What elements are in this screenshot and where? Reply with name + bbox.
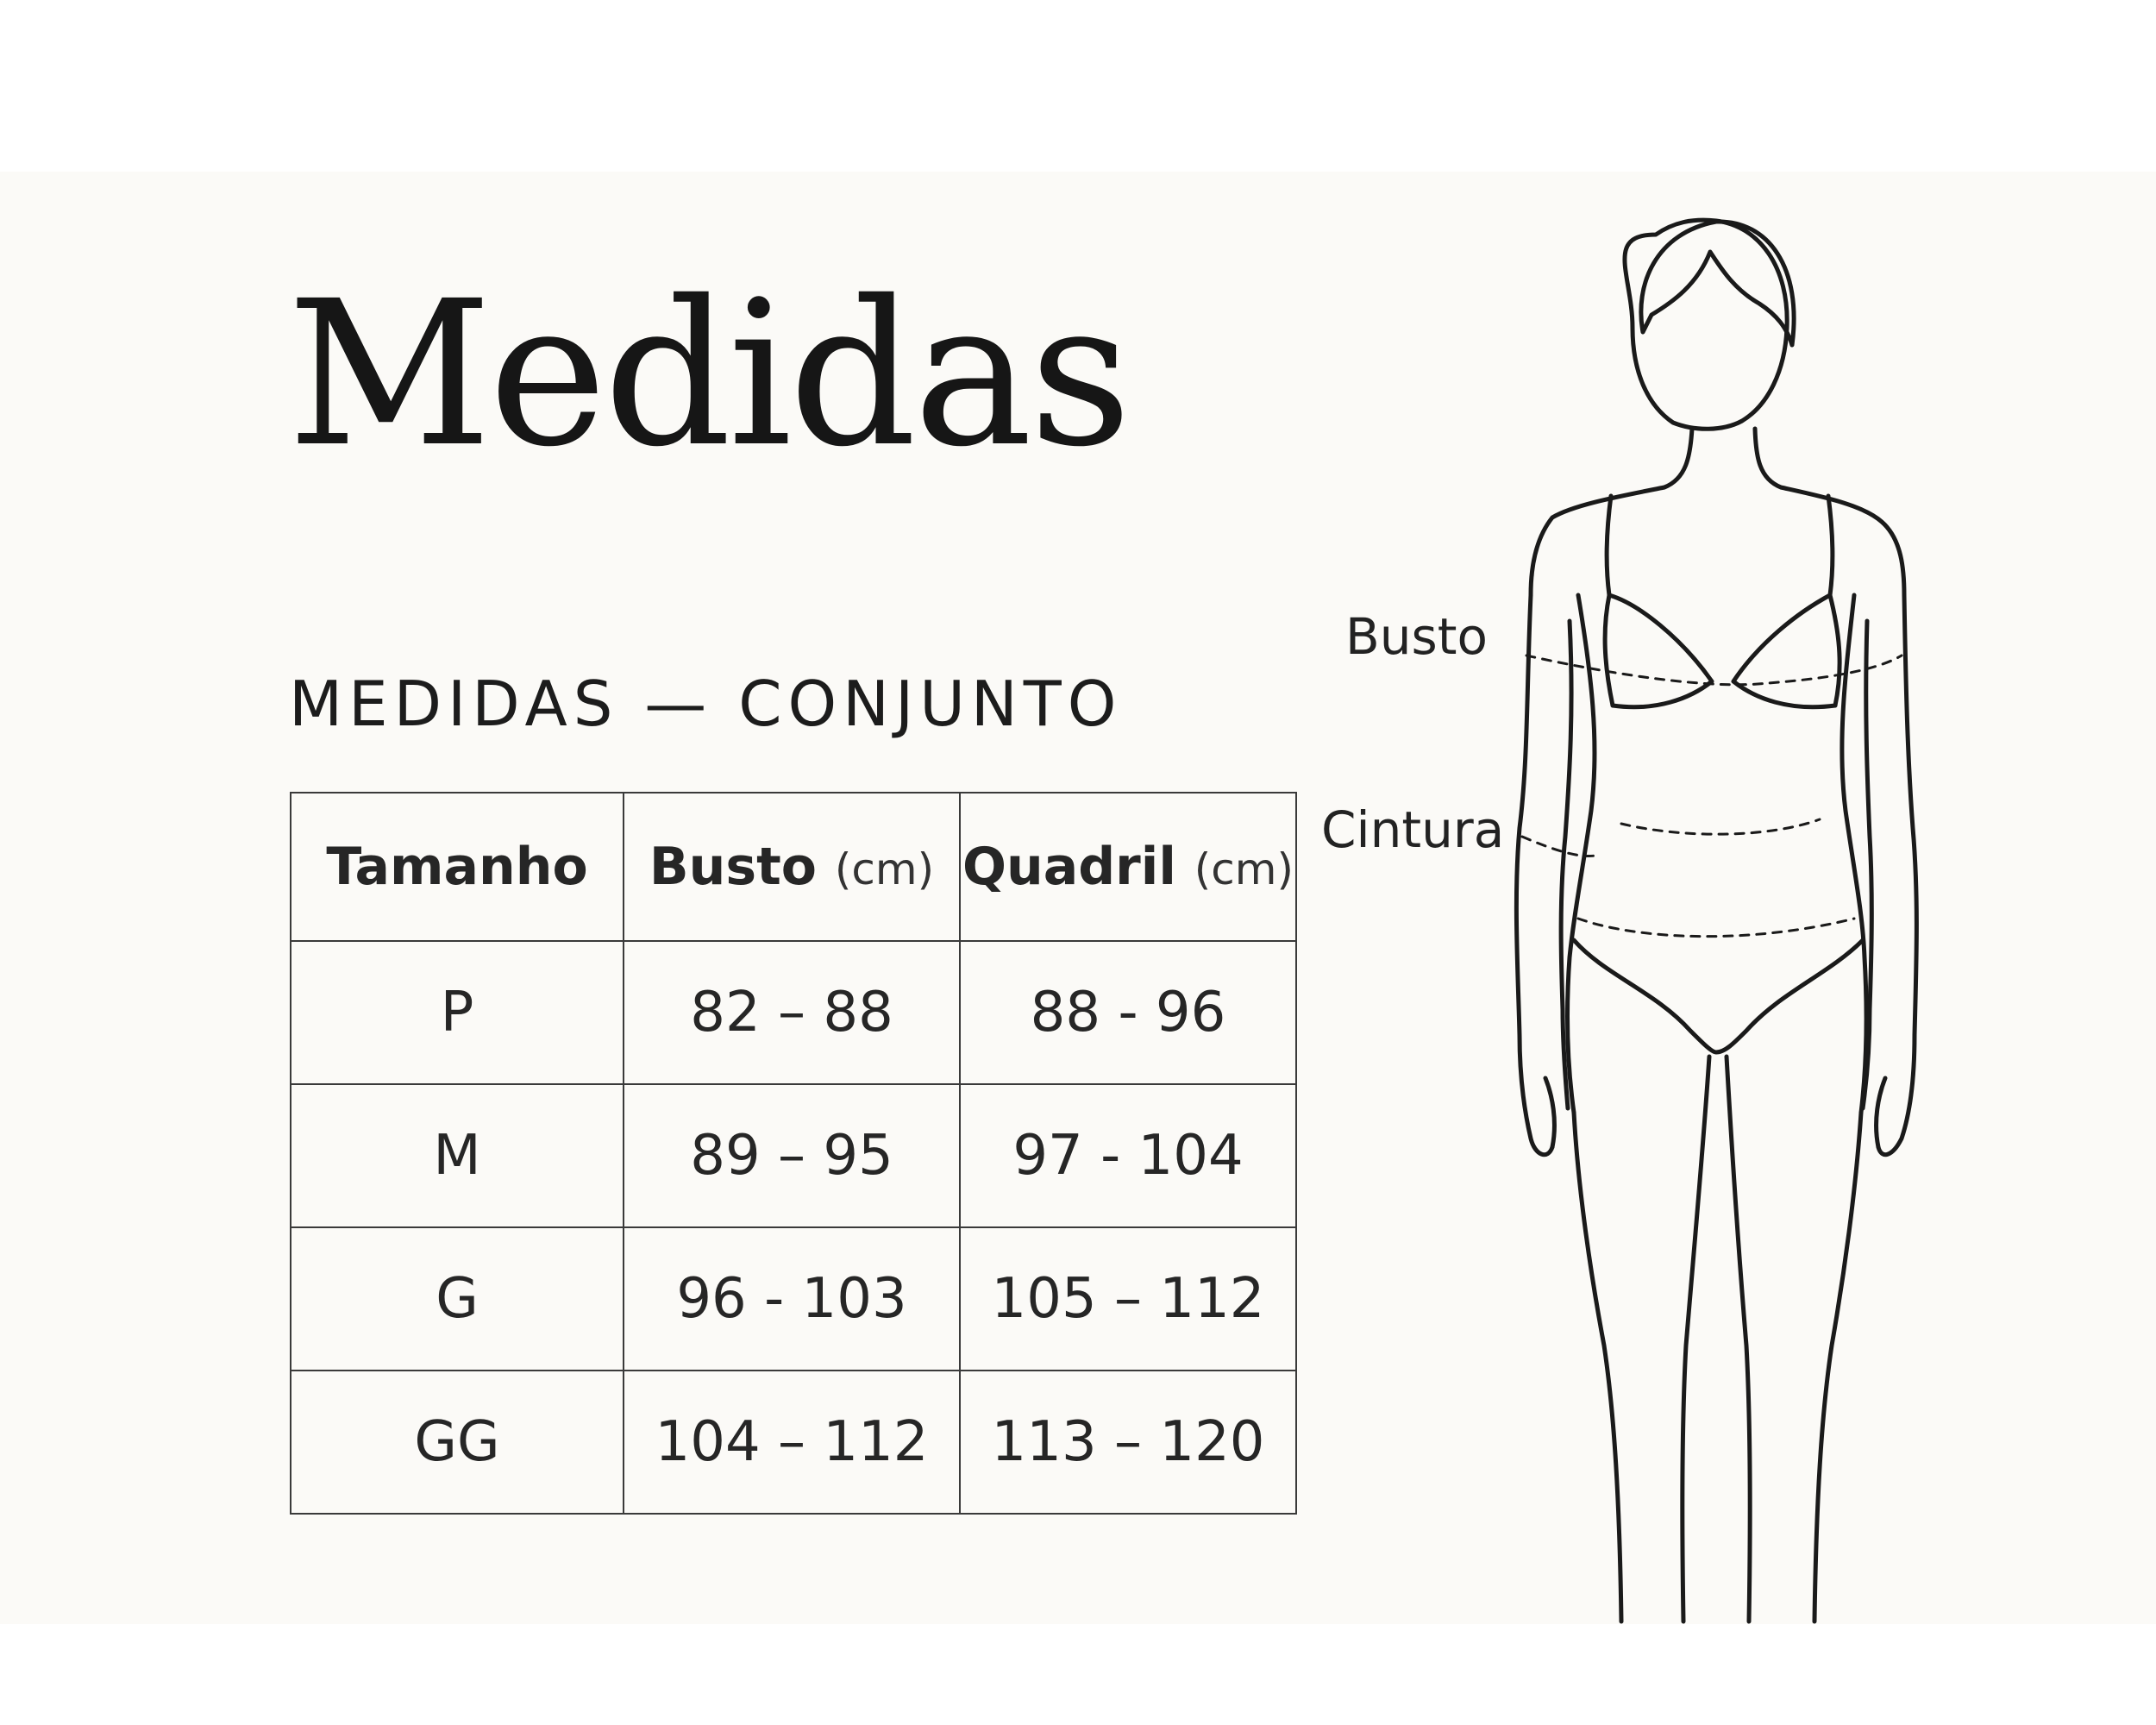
left-shoulder (1531, 429, 1692, 595)
table-row (291, 941, 1296, 1084)
bust-label: Busto (1345, 607, 1488, 666)
briefs-outline (1574, 940, 1863, 1052)
right-arm-outer (1878, 595, 1916, 1155)
hip-cell: 88 - 96 (960, 941, 1296, 1084)
bust-cell: 104 – 112 (624, 1371, 960, 1514)
left-leg-inner (1683, 1057, 1709, 1622)
table-header-row (291, 793, 1296, 941)
header-bust (624, 793, 960, 941)
hip-cell: 105 – 112 (960, 1227, 1296, 1371)
right-leg-inner (1727, 1057, 1750, 1622)
size-cell: G (291, 1227, 624, 1371)
hip-cell: 113 – 120 (960, 1371, 1296, 1514)
left-hand (1545, 1078, 1554, 1147)
bra-right-strap (1828, 496, 1833, 595)
right-hand (1877, 1078, 1885, 1147)
bra-left-cup (1609, 595, 1712, 707)
hip-measure-line (1578, 919, 1854, 937)
table-row (291, 1084, 1296, 1227)
header-bust-unit: (cm) (834, 844, 935, 894)
table-row (291, 1371, 1296, 1514)
right-leg-outer (1814, 1113, 1861, 1622)
bra-right-cup (1733, 595, 1835, 707)
section-subtitle: MEDIDAS — CONJUNTO (289, 668, 1123, 740)
header-hip (960, 793, 1296, 941)
bust-cell: 89 – 95 (624, 1084, 960, 1227)
size-cell: M (291, 1084, 624, 1227)
size-table (290, 792, 1297, 1515)
page-title: Medidas (287, 258, 1129, 491)
hair-outline (1641, 222, 1794, 345)
header-hip-unit: (cm) (1194, 844, 1294, 894)
table-row (291, 1227, 1296, 1371)
size-cell: P (291, 941, 624, 1084)
bra-left-strap (1607, 496, 1611, 595)
header-size (291, 793, 624, 941)
bust-cell: 82 – 88 (624, 941, 960, 1084)
bust-cell: 96 - 103 (624, 1227, 960, 1371)
header-hip-label: Quadril (962, 837, 1176, 897)
left-arm-outer (1516, 595, 1552, 1155)
left-leg-outer (1574, 1113, 1621, 1622)
header-size-label: Tamanho (326, 837, 588, 897)
waist-label: Cintura (1321, 800, 1505, 859)
body-measurement-illustration (1380, 190, 1949, 1625)
header-bust-label: Busto (649, 837, 817, 897)
size-cell: GG (291, 1371, 624, 1514)
hip-cell: 97 - 104 (960, 1084, 1296, 1227)
